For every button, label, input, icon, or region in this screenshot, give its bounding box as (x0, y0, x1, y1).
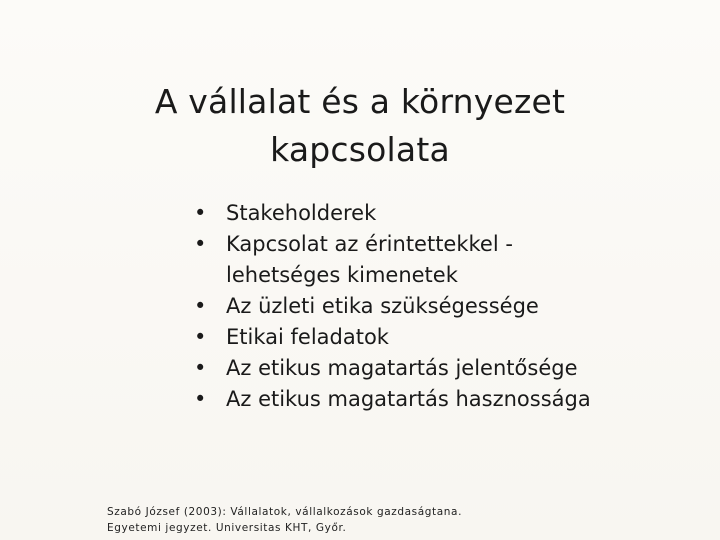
slide-title-line-2: kapcsolata (270, 130, 450, 170)
bullet-symbol: • (194, 201, 207, 225)
reference-line-1: Szabó József (2003): Vállalatok, vállalkozások gazdaságtana. (107, 506, 463, 518)
bullet-symbol: • (194, 325, 207, 349)
bullet-text: Az etikus magatartás jelentősége (226, 356, 578, 380)
bullet-list (194, 198, 694, 415)
bullet-text: Az etikus magatartás hasznossága (226, 387, 591, 411)
bullet-item (194, 229, 694, 291)
bullet-symbol: • (194, 387, 207, 411)
bullet-text-continuation: lehetséges kimenetek (226, 263, 458, 287)
bullet-text: Az üzleti etika szükségessége (226, 294, 539, 318)
bullet-item (194, 291, 694, 322)
bullet-symbol: • (194, 356, 207, 380)
bullet-text: Etikai feladatok (226, 325, 389, 349)
bullet-item (194, 353, 694, 384)
bullet-item (194, 322, 694, 353)
bullet-item (194, 384, 694, 415)
bullet-symbol: • (194, 294, 207, 318)
reference-line-2: Egyetemi jegyzet. Universitas KHT, Győr. (107, 522, 347, 534)
slide-title (60, 78, 660, 174)
bullet-text: Kapcsolat az érintettekkel - (226, 232, 513, 256)
bullet-symbol: • (194, 232, 207, 256)
source-reference (107, 504, 627, 536)
bullet-item (194, 198, 694, 229)
bullet-text: Stakeholderek (226, 201, 377, 225)
slide-title-line-1: A vállalat és a környezet (154, 82, 566, 122)
